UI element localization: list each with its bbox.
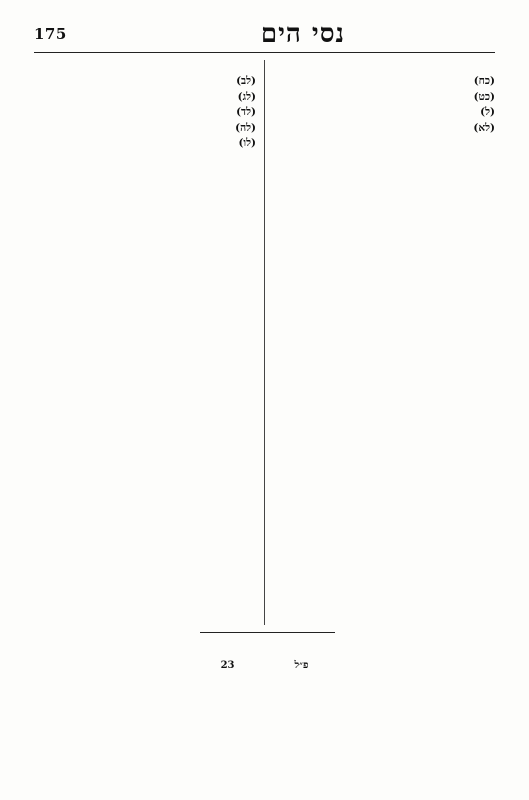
right-column: [273, 60, 495, 625]
verse-marker: (ל): [480, 106, 495, 119]
paragraph: [273, 75, 495, 88]
verse-marker: (לג): [237, 90, 256, 103]
left-column: [34, 60, 256, 625]
signature-mark: פ״ל: [294, 660, 309, 671]
paragraph: [34, 91, 256, 104]
verse-marker: (לא): [473, 121, 495, 134]
paragraph: [34, 75, 256, 88]
paragraph: [273, 91, 495, 104]
paragraph: [273, 60, 495, 73]
paragraph: [273, 122, 495, 135]
paragraph: [34, 106, 256, 119]
page-header: [34, 18, 495, 50]
paragraph: [34, 137, 256, 150]
footer-rule: [200, 632, 335, 633]
verse-marker: (לד): [236, 106, 256, 119]
verse-marker: (לו): [238, 137, 256, 150]
verse-marker: (לה): [235, 121, 256, 134]
printer-signature: [0, 660, 529, 671]
verse-marker: (כט): [473, 90, 495, 103]
verse-marker: (לב): [236, 75, 256, 88]
paragraph: [34, 60, 256, 73]
paragraph: [273, 106, 495, 119]
paragraph: [34, 122, 256, 135]
page-number: 175: [34, 25, 67, 43]
verse-marker: (כח): [473, 75, 495, 88]
signature-number: 23: [220, 660, 235, 671]
running-title: נסי הים: [260, 19, 345, 49]
header-rule: [34, 52, 495, 53]
text-columns: [34, 60, 495, 625]
column-divider: [264, 60, 265, 625]
